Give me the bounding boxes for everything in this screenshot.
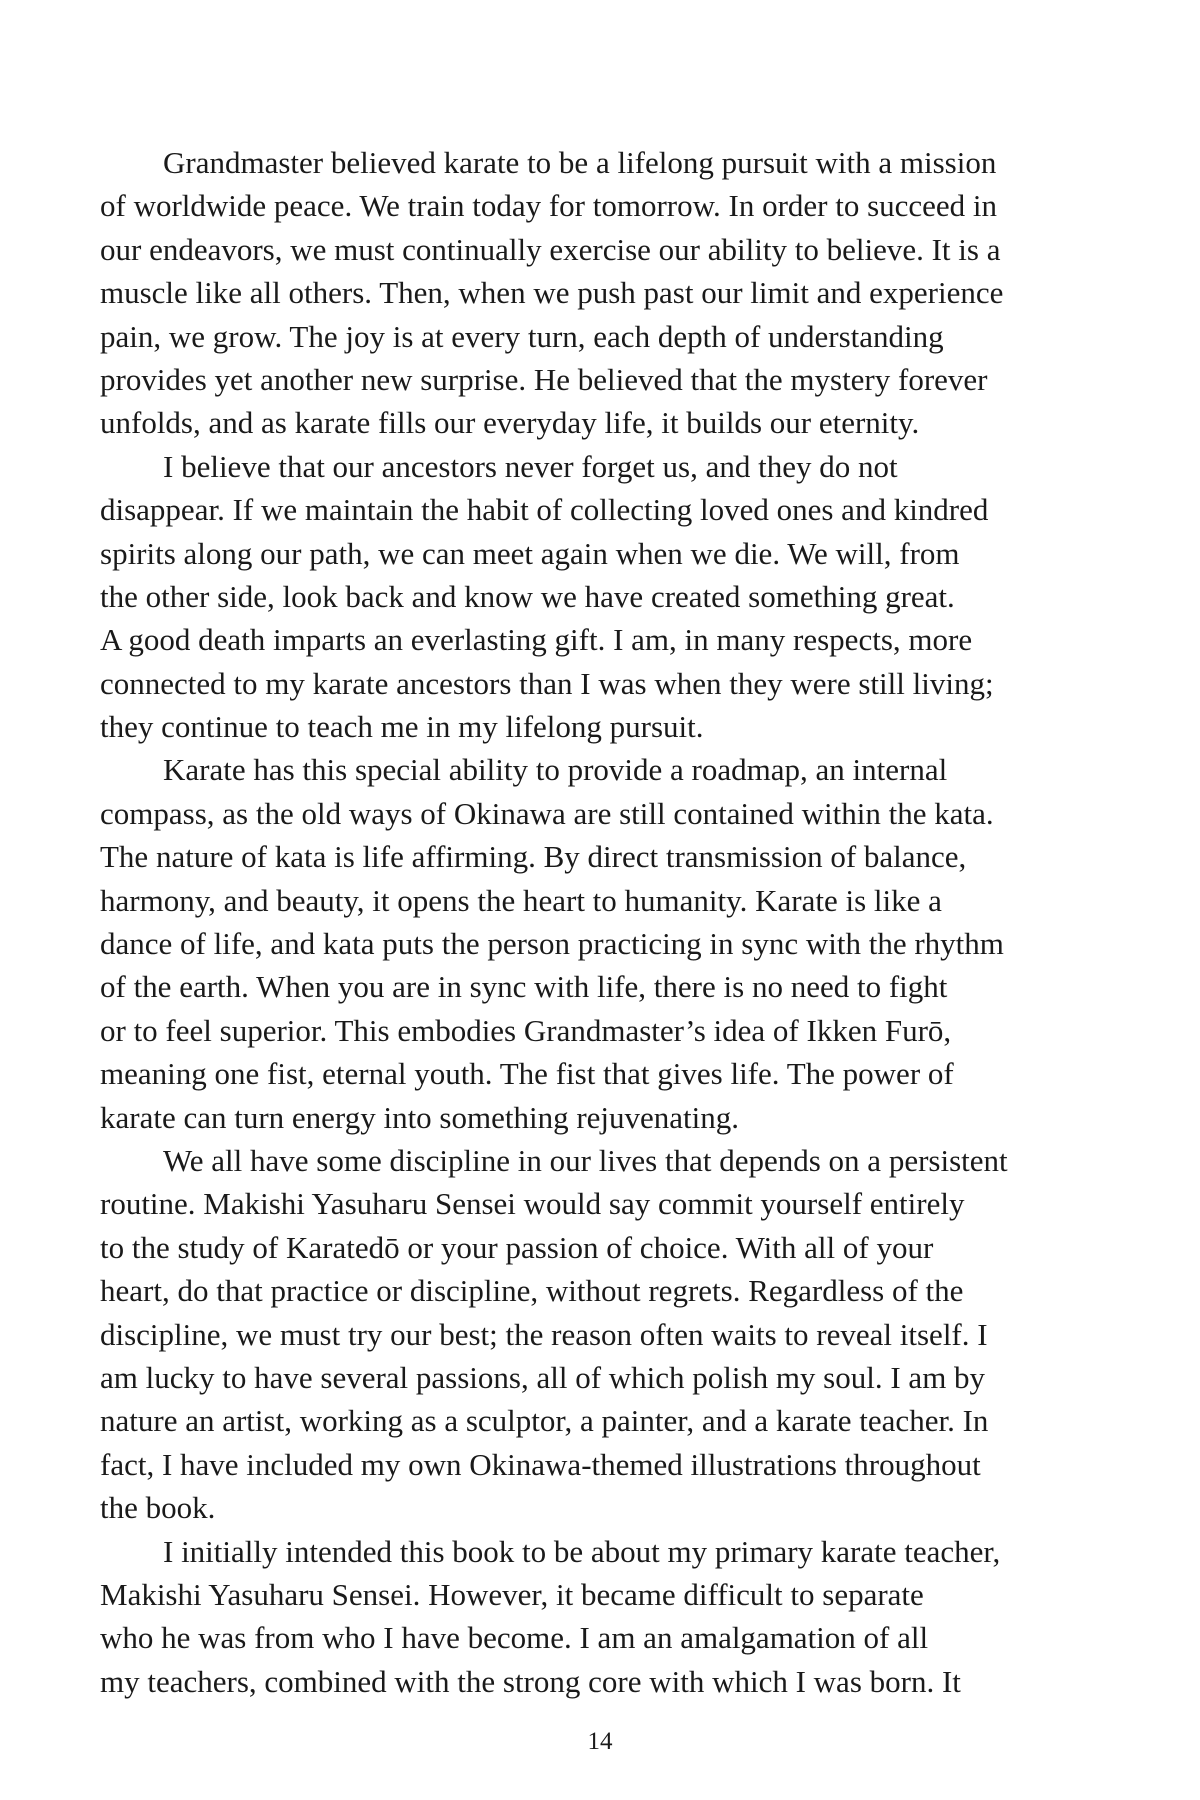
paragraph-1-line-5: pain, we grow. The joy is at every turn, each depth of understanding [100,318,944,354]
paragraph-2-line-1: I believe that our ancestors never forget us, and they do not [163,448,898,484]
paragraph-2-line-2: disappear. If we maintain the habit of collecting loved ones and kindred [100,492,989,528]
page-number: 14 [587,1728,613,1755]
paragraph-1-line-1: Grandmaster believed karate to be a lifelong pursuit with a mission [163,145,997,180]
paragraph-4-line-2: routine. Makishi Yasuharu Sensei would say commit yourself entirely [100,1186,965,1222]
paragraph-5-line-2: Makishi Yasuharu Sensei. However, it became difficult to separate [100,1576,924,1612]
paragraph-5-line-1: I initially intended this book to be about my primary karate teacher, [163,1533,1001,1569]
paragraph-3-line-9: karate can turn energy into something rejuvenating. [100,1099,740,1135]
paragraph-5-line-4: my teachers, combined with the strong core with which I was born. It [100,1663,961,1699]
paragraph-4-line-8: fact, I have included my own Okinawa-themed illustrations throughout [100,1446,981,1482]
body-text [100,141,1080,1703]
paragraph-3-line-1: Karate has this special ability to provide a roadmap, an internal [163,752,948,788]
paragraph-3-line-6: of the earth. When you are in sync with life, there is no need to fight [100,969,948,1005]
paragraph-1-line-6: provides yet another new surprise. He believed that the mystery forever [100,361,988,397]
paragraph-1-line-7: unfolds, and as karate fills our everyday life, it builds our eternity. [100,405,920,441]
paragraph-4-line-6: am lucky to have several passions, all of which polish my soul. I am by [100,1359,986,1395]
paragraph-4-line-4: heart, do that practice or discipline, without regrets. Regardless of the [100,1273,964,1309]
paragraph-1-line-4: muscle like all others. Then, when we push past our limit and experience [100,275,1004,311]
paragraph-2-line-5: A good death imparts an everlasting gift. I am, in many respects, more [100,622,973,658]
paragraph-4-line-7: nature an artist, working as a sculptor, a painter, and a karate teacher. In [100,1403,989,1439]
paragraph-4-line-1: We all have some discipline in our lives that depends on a persistent [163,1142,1008,1178]
paragraph-3-line-5: dance of life, and kata puts the person practicing in sync with the rhythm [100,926,1004,962]
paragraph-2-line-4: the other side, look back and know we have created something great. [100,578,955,614]
paragraph-1-line-2: of worldwide peace. We train today for tomorrow. In order to succeed in [100,188,998,224]
paragraph-5-line-3: who he was from who I have become. I am an amalgamation of all [100,1620,929,1656]
paragraph-3-line-8: meaning one fist, eternal youth. The fist that gives life. The power of [100,1056,954,1092]
paragraph-2-line-7: they continue to teach me in my lifelong pursuit. [100,709,704,745]
paragraph-2-line-6: connected to my karate ancestors than I was when they were still living; [100,665,994,701]
paragraph-3-line-2: compass, as the old ways of Okinawa are still contained within the kata. [100,795,994,831]
paragraph-3-line-3: The nature of kata is life affirming. By direct transmission of balance, [100,839,967,875]
paragraph-4-line-9: the book. [100,1490,216,1526]
paragraph-3-line-4: harmony, and beauty, it opens the heart to humanity. Karate is like a [100,882,942,918]
paragraph-1-line-3: our endeavors, we must continually exercise our ability to believe. It is a [100,231,1001,267]
paragraph-3-line-7: or to feel superior. This embodies Grandmaster’s idea of Ikken Furō, [100,1012,952,1048]
paragraph-2-line-3: spirits along our path, we can meet again when we die. We will, from [100,535,960,571]
paragraph-4-line-3: to the study of Karatedō or your passion of choice. With all of your [100,1229,934,1265]
paragraph-4-line-5: discipline, we must try our best; the reason often waits to reveal itself. I [100,1316,988,1352]
